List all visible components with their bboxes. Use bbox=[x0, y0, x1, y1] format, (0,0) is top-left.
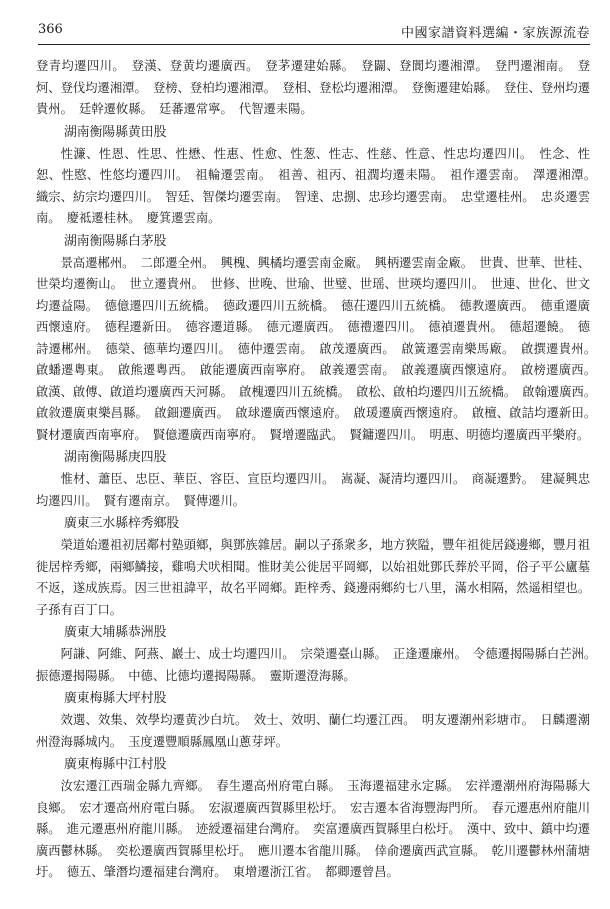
body-paragraph: 效選、效集、效學均遷黄沙白坑。 效士、效明、蘭仁均遷江西。 明友遷潮州彩塘市。 日麟遷潮州澄海縣城内。 玉度遷豐順縣鳳凰山蔥芽坪。 bbox=[36, 713, 590, 749]
body-paragraph: 惟材、蕭臣、忠臣、華臣、容臣、宣臣均遷四川。 嵩凝、凝清均遷四川。 商凝遷黔。 建凝興忠均遷四川。 賢有遷南京。 賢傳遷川。 bbox=[36, 472, 590, 508]
body-paragraph: 景高遷郴州。 二郎遷全州。 興槐、興橘均遷雲南金廠。 興柄遷雲南金廠。 世貴、世華、世桂、世榮均遷衡山。 世立遷貴州。 世修、世晚、世瑜、世璧、世瑶、世瑛均遷四川。 世連、世化、世文均遷益陽。 德億遷四川五統橋。 德政遷四川五統橋。 德茌遷四川五統橋。 德教遷廣西。 德重遷廣西懷遠府。 德程遷新田。 德容遷道縣。 德元遷廣西。 德禮遷四川。 德禎遷貴州。 德超遷饒。 德詩遷郴州。 德榮、德華均遷四川。 德仲遷雲南。 啟茂遷廣西。 啟簧遷雲南樂馬廠。 啟撰遷貴州。 啟蟠遷粵東。 啟熊遷粵西。 啟能遷廣西南寧府。 啟義遷雲南。 啟義遷廣西懷遠府。 啟榜遷廣西。 啟漢、啟傅、啟道均遷廣西天河縣。 啟槐遷四川五統橋。 啟松、啟柏均遷四川五統橋。 啟翰遷廣西。 啟敘遷廣東樂昌縣。 啟鈿遷廣西。 啟球遷廣西懷遠府。 啟瑗遷廣西懷遠府。 啟檀、啟詰均遷新田。 賢材遷廣西南寧府。 賢億遷廣西南寧府。 賢增遷臨武。 賢鏞遷四川。 明惠、明德均遷廣西平樂府。 bbox=[36, 255, 603, 442]
running-title: 中國家譜資料選編・家族源流卷 bbox=[400, 26, 590, 41]
section-heading: 廣東大埔縣恭洲股 bbox=[64, 625, 167, 640]
section-heading: 湖南衡陽縣白茅股 bbox=[64, 233, 167, 249]
page-header bbox=[38, 18, 590, 45]
section-heading: 廣東梅縣大坪村股 bbox=[64, 691, 167, 706]
body-paragraph: 性濂、性恩、性思、性懋、性惠、性愈、性葱、性志、性慈、性意、性忠均遷四川。 性念、性恕、性愍、性悠均遷四川。 祖輪遷雲南。 祖善、祖丙、祖潤均遷耒陽。 祖作遷雲南。 澤遷湘潭。 織宗、紡宗均遷四川。 智廷、智傑均遷雲南。 智達、忠捌、忠珍均遷雲南。 忠堂遷桂州。 忠炎遷雲南。 慶祗遷桂林。 慶箕遷雲南。 bbox=[36, 146, 603, 225]
body-paragraph: 榮道始遷祖初居鄰村塾頭鄉，與鄧族雜居。嗣以子孫衆多，地方狹隘，豐年祖徙居錢邊鄉，豐月祖徙居梓秀鄉，兩鄉鱗接，雞鳴犬吠相聞。惟財美公徙居平岡鄉，以始祖妣鄧氏葬於平岡，俗子平公廬墓不返，遂成族焉。因三世祖諱平，故名平岡鄉。距梓秀、錢邊兩鄉約七八里，滿水相隔，然遥相望也。子孫有百丁口。 bbox=[36, 538, 590, 617]
section-heading: 廣東梅縣中江村股 bbox=[64, 757, 167, 772]
section-heading: 湖南衡陽縣庚四股 bbox=[64, 450, 167, 465]
section-heading: 湖南衡陽縣黄田股 bbox=[64, 124, 167, 140]
body-paragraph: 阿謙、阿維、阿燕、巖士、成士均遷四川。 宗榮遷臺山縣。 正逢遷廉州。 令德遷揭陽縣白芒洲。 振德遷揭陽縣。 中德、比德均遷揭陽縣。 靈斯遷澄海縣。 bbox=[36, 647, 603, 683]
page-body bbox=[36, 56, 603, 884]
body-paragraph: 登青均遷四川。 登漢、登黄均遷廣西。 登茅遷建始縣。 登闢、登閬均遷湘潭。 登門遷湘南。 登炣、登伐均遷湘潭。 登榜、登柏均遷湘潭。 登相、登松均遷湘潭。 登衡遷建始縣。 登住、登州均遷貴州。 廷幹遷攸縣。 廷蕃遷常寧。 代智遷耒陽。 bbox=[36, 59, 590, 116]
section-heading: 廣東三水縣梓秀鄉股 bbox=[64, 516, 180, 531]
page-number: 366 bbox=[38, 22, 63, 37]
body-paragraph: 汝宏遷江西瑞金縣九齊鄉。 春生遷高州府電白縣。 玉海遷福建永定縣。 宏祥遷潮州府海陽縣大良鄉。 宏才遷高州府電白縣。 宏淑遷廣西賀縣里松圩。 宏吉遷本省海豐海門所。 春元遷惠州府龍川縣。 進元遷惠州府龍川縣。 迹綬遷福建台灣府。 奕富遷廣西賀縣里白松圩。 漢中、致中、鎮中均遷廣西鬱林縣。 奕松遷廣西賀縣里松圩。 應川遷本省龍川縣。 倖俞遷廣西武宣縣。 乾川遷鬱林州蒲塘圩。 德五、肇潛均遷福建台灣府。 東增遷浙江省。 都卿遷曾昌。 bbox=[36, 779, 590, 879]
